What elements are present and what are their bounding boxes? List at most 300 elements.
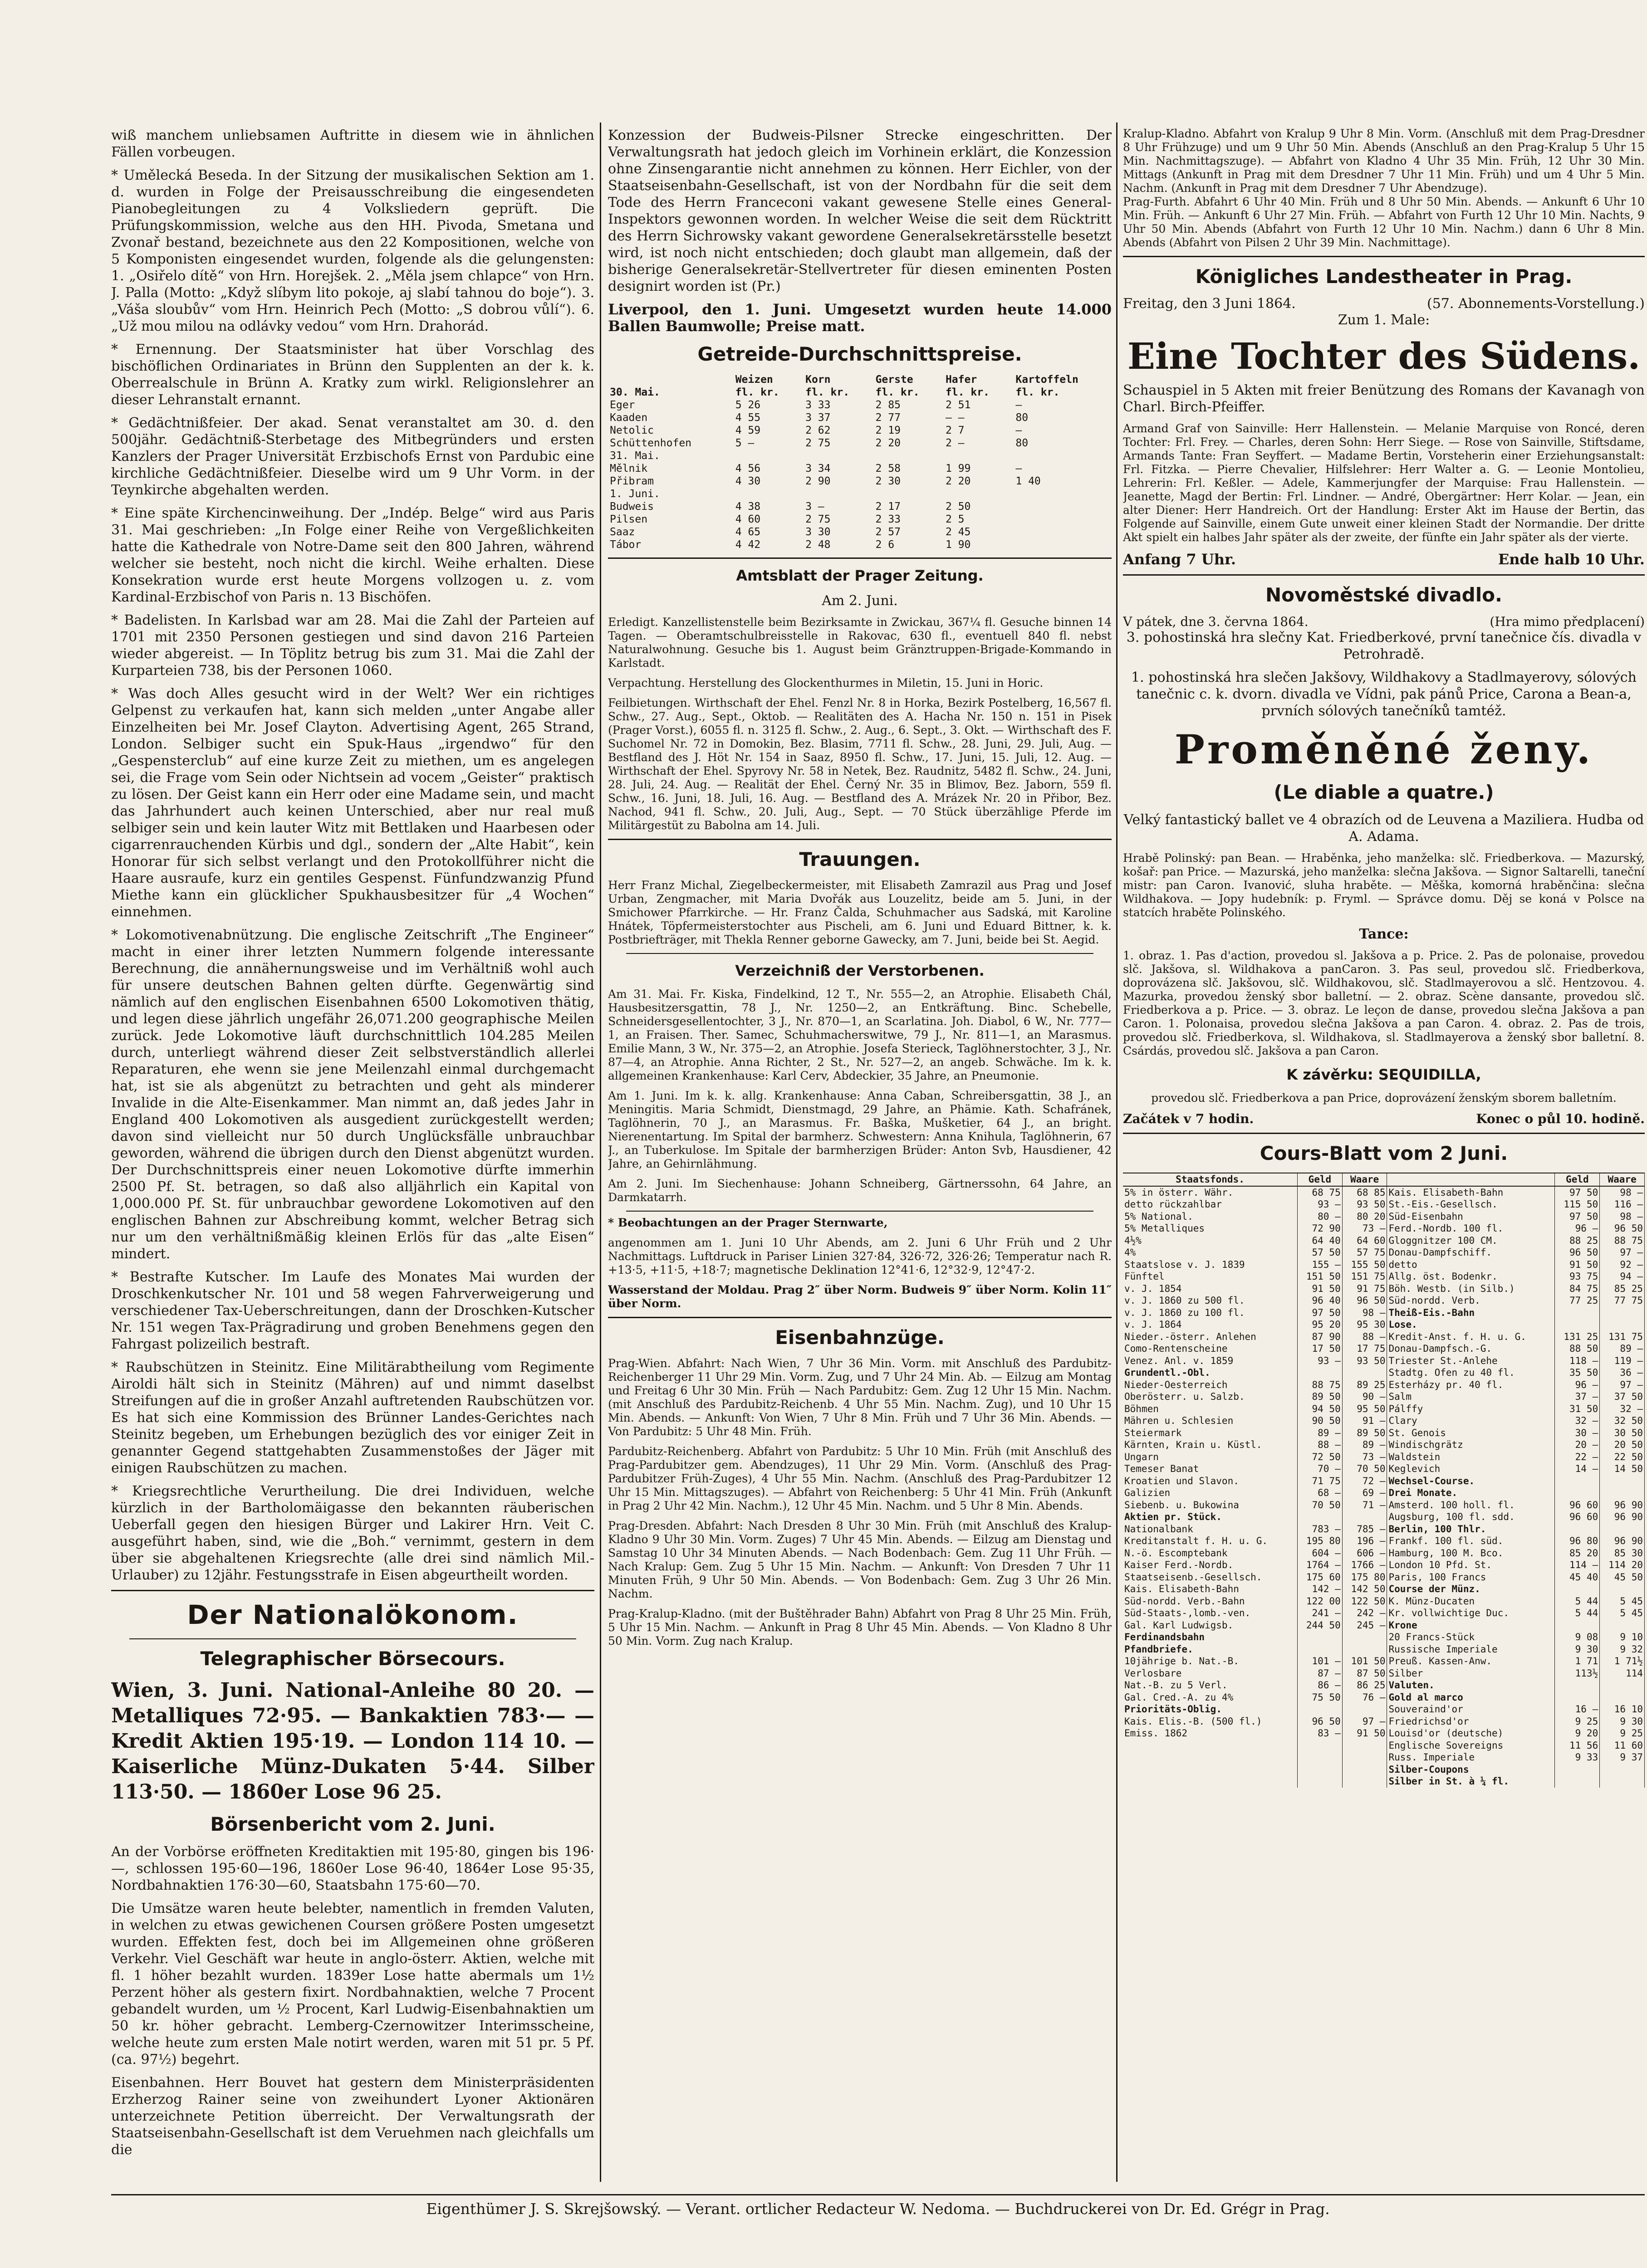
bourse-cell: 122 00 <box>1297 1595 1342 1608</box>
grain-cell: 4 55 <box>735 412 761 424</box>
bourse-cell: 14 — <box>1555 1463 1600 1475</box>
theatre-subscription: (57. Abonnements-Vorstellung.) <box>1427 296 1645 312</box>
bourse-cell: 20 50 <box>1600 1439 1645 1451</box>
bourse-cell: 142 — <box>1297 1583 1342 1595</box>
bourse-cell: 5 44 <box>1555 1595 1600 1608</box>
bourse-cell: 86 — <box>1297 1679 1342 1691</box>
bourse-cell <box>1297 1740 1342 1752</box>
bourse-cell <box>1600 1679 1645 1691</box>
grain-cell: 4 60 <box>735 513 761 525</box>
bourse-cell: 70 — <box>1297 1463 1342 1475</box>
bourse-cell: Steiermark <box>1123 1427 1297 1439</box>
bourse-cell <box>1342 1367 1387 1379</box>
bourse-cell: Kroatien und Slavon. <box>1123 1475 1297 1487</box>
bourse-cell: 785 — <box>1342 1523 1387 1535</box>
bourse-cell: Gold al marco <box>1387 1691 1555 1704</box>
column-3 <box>1123 127 1645 2182</box>
bourse-row <box>1123 1211 1645 1223</box>
railway-paragraph: Pardubitz-Reichenberg. Abfahrt von Pardubitz: 5 Uhr 10 Min. Früh (mit Anschluß des Prag-Pardubitzer gem. Abendzuges), 11 Uhr 29 Min. Vorm. (Anschluß des Prag-Pardubitzer Früh-Zuges), 4 Uhr 55 Min. Nachm. (Anschluß des Prag-Pardubitzer 12 Uhr 15 Min. Mittagszuges). — Abfahrt von Reichenberg: 5 Uhr 41 Min. Früh (Ankunft in Prag 2 Uhr 42 Min. Nachm.), 12 Uhr 45 Min. Nachm. und 5 Uhr 8 Min. Abends. <box>608 1445 1112 1512</box>
bourse-cell: 70 50 <box>1297 1499 1342 1511</box>
grain-cell: 2 77 <box>875 412 901 424</box>
bourse-cell: 96 90 <box>1600 1535 1645 1547</box>
bourse-cell: 87 — <box>1297 1667 1342 1680</box>
grain-subheader: fl. kr. <box>805 386 850 398</box>
bourse-cell: v. J. 1864 <box>1123 1319 1297 1331</box>
ballet-title: Proměněné ženy. <box>1174 726 1593 773</box>
bourse-cell: 113½ <box>1555 1667 1600 1680</box>
bourse-cell: Berlin, 100 Thlr. <box>1387 1523 1555 1535</box>
bourse-cell: 151 75 <box>1342 1271 1387 1283</box>
grain-cell: Budweis <box>610 501 654 513</box>
bourse-cell: 88 75 <box>1600 1235 1645 1247</box>
bourse-cell: 32 50 <box>1600 1415 1645 1427</box>
bourse-row <box>1123 1643 1645 1656</box>
bourse-cell: Emiss. 1862 <box>1123 1727 1297 1740</box>
bourse-row <box>1123 1619 1645 1632</box>
bourse-cell: 9 20 <box>1555 1727 1600 1740</box>
bourse-cell <box>1342 1775 1387 1788</box>
bourse-cell: 96 50 <box>1555 1246 1600 1259</box>
grain-cell: Přibram <box>610 475 654 487</box>
bourse-cell: 88 25 <box>1555 1235 1600 1247</box>
grain-cell: 2 17 <box>875 501 901 513</box>
bourse-cell: Gal. Karl Ludwigsb. <box>1123 1619 1297 1632</box>
grain-subheader: fl. kr. <box>1015 386 1060 398</box>
bourse-cell: 73 — <box>1342 1222 1387 1235</box>
bourse-cell: 20 — <box>1555 1439 1600 1451</box>
bourse-cell: 30 — <box>1555 1427 1600 1439</box>
bourse-cell: Gloggnitzer 100 CM. <box>1387 1235 1555 1247</box>
bourse-cell: Nieder.-österr. Anlehen <box>1123 1331 1297 1343</box>
divider <box>626 953 1093 954</box>
bourse-cell: 32 — <box>1600 1403 1645 1415</box>
grain-subheader: fl. kr. <box>875 386 920 398</box>
bourse-cell: 97 — <box>1342 1716 1387 1728</box>
bourse-cell: 114 — <box>1555 1559 1600 1571</box>
bourse-cell: 68 — <box>1297 1487 1342 1499</box>
bourse-row <box>1123 1571 1645 1584</box>
observatory-title: * Beobachtungen an der Prager Sternwarte, <box>608 1216 888 1229</box>
bourse-cell: 5 44 <box>1555 1607 1600 1619</box>
bourse-cell: 175 60 <box>1297 1571 1342 1584</box>
bourse-cell: 9 32 <box>1600 1643 1645 1656</box>
grain-cell: Schüttenhofen <box>610 437 692 449</box>
news-paragraph: * Lokomotivenabnützung. Die englische Zeitschrift „The Engineer“ macht in einer ihrer letzten Nummern folgende interessante Berechnung, die annähernungsweise und im Verhältniß wohl auch für unsere deutschen Bahnen gelten dürfte. Gegenwärtig sind nämlich auf den englischen Eisenbahnen 6500 Lokomotiven thätig, und legen diese jährlich ungefähr 26,071.200 geographische Meilen zurück. Jede Lokomotive läuft durchschnittlich 104.285 Meilen durch, unterliegt während dieser Zeit selbstverständlich allerlei Reparaturen, ehe wenn sie jene Meilenzahl einmal durchgemacht hat, ist sie als abgenützt zu betrachten und geht als minderer Invalide in die Alte-Eisenkammer. Man nimmt an, daß jedes Jahr in England 400 Lokomotiven als ausgedient zurückgestellt werden; davon sind vielleicht nur 50 durch Unglücksfälle unbrauchbar geworden, während die übrigen durch den Dienst abgenützt wurden. Der Durchschnittspreis einer neuen Lokomotive dürfte immerhin 2500 Pf. St. betragen, so daß also alljährlich ein Kapital von 1,000.000 Pf. St. für unbrauchbar gewordene Lokomotiven auf den englischen Bahnen zur Abschreibung kommt, welcher Betrag sich nur um den verhältnißmäßig kleinen Erlös für das „alte Eisen“ mindert. <box>111 927 594 1262</box>
news-paragraph: * Badelisten. In Karlsbad war am 28. Mai die Zahl der Parteien auf 1701 mit 2350 Personen gestiegen und sind davon 216 Parteien wieder abgereist. — In Töplitz betrug bis zum 31. Mai die Zahl der Kurparteien 738, bis der Personen 1060. <box>111 612 594 679</box>
bourse-cell: St.-Eis.-Gesellsch. <box>1387 1198 1555 1211</box>
grain-cell: 2 85 <box>875 399 901 411</box>
bourse-cell: 97 50 <box>1555 1211 1600 1223</box>
divider <box>1123 1133 1645 1134</box>
bourse-cell: 783 — <box>1297 1523 1342 1535</box>
bourse-cell: 91 75 <box>1342 1283 1387 1295</box>
bourse-cell: 114 <box>1600 1667 1645 1680</box>
bourse-cell: Staatseisenb.-Gesellsch. <box>1123 1571 1297 1584</box>
bourse-cell: 96 90 <box>1600 1511 1645 1523</box>
grain-cell: 2 48 <box>805 539 831 551</box>
marriages-title: Trauungen. <box>799 848 921 870</box>
bourse-cell: Ferd.-Nordb. 100 fl. <box>1387 1222 1555 1235</box>
railway-title: Eisenbahnzüge. <box>775 1326 945 1349</box>
grain-row <box>608 411 1112 424</box>
bourse-cell <box>1342 1703 1387 1716</box>
grain-subheader: fl. kr. <box>735 386 779 398</box>
bourse-cell: Kais. Elisabeth-Bahn <box>1123 1583 1297 1595</box>
bourse-cell: 9 10 <box>1600 1631 1645 1643</box>
bourse-cell: 9 30 <box>1600 1716 1645 1728</box>
bourse-cell: 89 50 <box>1342 1427 1387 1439</box>
bourse-cell <box>1123 1740 1297 1752</box>
bourse-cell: 91 50 <box>1297 1283 1342 1295</box>
news-paragraph: * Eine späte Kirchencinweihung. Der „Indép. Belge“ wird aus Paris 31. Mai geschrieben: „In Folge einer Reihe von Vergeßlichkeiten hatte die Kathedrale von Notre-Dame seit den 800 Jahren, während welcher sie besteht, noch nicht die kirchl. Weihe erhalten. Diese Konsekration wurde erst heute Morgens vollzogen u. z. vom Kardinal-Erzbischof von Paris n. 13 Bischöfen. <box>111 505 594 605</box>
grain-cell <box>1014 513 1112 526</box>
grain-cell: 3 37 <box>805 412 831 424</box>
bourse-cell: 84 75 <box>1555 1283 1600 1295</box>
bourse-cell: 45 50 <box>1600 1571 1645 1584</box>
bourse-cell: 72 — <box>1342 1475 1387 1487</box>
grain-cell: 4 59 <box>735 425 761 436</box>
grain-cell: 2 75 <box>805 437 831 449</box>
bourse-cell: 83 — <box>1297 1727 1342 1740</box>
grain-cell: 31. Mai. <box>610 450 660 462</box>
bourse-cell: 17 75 <box>1342 1343 1387 1355</box>
czech-guest-performance-2: 1. pohostinská hra slečen Jakšovy, Wildhakovy a Stadlmayerovy, sólových tanečnic c. k. dvorn. divadla ve Vídni, pak pánů Price, Carona a Bean-a, prvních sólových tanečníků tamtéž. <box>1131 670 1637 719</box>
bourse-row <box>1123 1499 1645 1511</box>
official-gazette-title: Amtsblatt der Prager Zeitung. <box>736 567 984 584</box>
bourse-cell: Ferdinandsbahn <box>1123 1631 1297 1643</box>
bourse-cell <box>1555 1619 1600 1632</box>
grain-cell: — <box>1015 425 1022 436</box>
bourse-cell: Venez. Anl. v. 1859 <box>1123 1355 1297 1367</box>
grain-cell: 2 58 <box>875 463 901 474</box>
grain-header: Korn <box>805 374 831 386</box>
bourse-cell: 11 56 <box>1555 1740 1600 1752</box>
bourse-cell: 91 50 <box>1555 1259 1600 1271</box>
grain-cell: 3 34 <box>805 463 831 474</box>
bourse-row <box>1123 1186 1645 1199</box>
bourse-row <box>1123 1451 1645 1463</box>
bourse-cell: 89 50 <box>1297 1391 1342 1403</box>
column-1 <box>111 127 594 2182</box>
grain-row <box>608 513 1112 526</box>
bourse-cell: Temeser Banat <box>1123 1463 1297 1475</box>
grain-prices-title: Getreide-Durchschnittspreise. <box>697 343 1022 365</box>
bourse-cell: Siebenb. u. Bukowina <box>1123 1499 1297 1511</box>
divider <box>111 1590 594 1591</box>
bourse-cell: 68 75 <box>1297 1186 1342 1199</box>
grain-table-body <box>608 399 1112 551</box>
bourse-cell: v. J. 1860 zu 500 fl. <box>1123 1295 1297 1307</box>
bourse-cell <box>1342 1764 1387 1776</box>
bourse-cell: 5% in österr. Währ. <box>1123 1186 1297 1199</box>
deaths-paragraph: Am 31. Mai. Fr. Kiska, Findelkind, 12 T., Nr. 555—2, an Atrophie. Elisabeth Chál, Hausbesitzersgattin, 78 J., Nr. 1250—2, an Entkräftung. Binc. Schebelle, Schneidersgesellentochter, 3 J., Nr. 870—1, an Scarlatina. Joh. Diabol, 6 W., Nr. 777—1, an Fraisen. Ther. Samec, Schuhmacherswitwe, 79 J., Nr. 811—1, an Marasmus. Emilie Mann, 3 W., Nr. 375—2, an Atrophie. Josefa Sterieck, Taglöhnerstochter, 3 J., Nr. 87—4, an Atrophie. Anna Richter, 2 St., Nr. 527—2, an angeb. Schwäche. Im k. k. allgemeinen Krankenhause: Karl Cerv, Abdeckier, 35 Jahre, an Pneumonie. <box>608 987 1112 1082</box>
bourse-cell: Lose. <box>1387 1319 1555 1331</box>
bourse-row <box>1123 1463 1645 1475</box>
bourse-cell: 119 — <box>1600 1355 1645 1367</box>
bourse-cell <box>1297 1643 1342 1656</box>
bourse-cell <box>1555 1764 1600 1776</box>
grain-cell <box>734 488 804 500</box>
bourse-cell: Donau-Dampfsch.-G. <box>1387 1343 1555 1355</box>
bourse-cell: 115 50 <box>1555 1198 1600 1211</box>
bourse-cell: 14 50 <box>1600 1463 1645 1475</box>
bourse-cell: 1764 — <box>1297 1559 1342 1571</box>
bourse-row <box>1123 1679 1645 1691</box>
bourse-cell: Esterházy pr. 40 fl. <box>1387 1379 1555 1391</box>
bourse-cell: 131 25 <box>1555 1331 1600 1343</box>
bourse-cell: 96 80 <box>1555 1535 1600 1547</box>
bourse-cell: London 10 Pfd. St. <box>1387 1559 1555 1571</box>
bourse-cell <box>1297 1367 1342 1379</box>
bourse-row <box>1123 1246 1645 1259</box>
grain-cell <box>1014 500 1112 513</box>
grain-cell: 4 42 <box>735 539 761 551</box>
grain-cell: 3 — <box>805 501 824 513</box>
bourse-cell: 90 50 <box>1297 1415 1342 1427</box>
grain-cell: 2 20 <box>875 437 901 449</box>
bourse-cell: 90 — <box>1342 1391 1387 1403</box>
grain-row <box>608 450 1112 462</box>
bourse-table <box>1123 1173 1645 1788</box>
bourse-cell: Pálffy <box>1387 1403 1555 1415</box>
grain-cell: 5 26 <box>735 399 761 411</box>
section-title: Der Nationalökonom. <box>187 1599 519 1630</box>
grain-cell <box>944 450 1014 462</box>
bourse-cell: v. J. 1854 <box>1123 1283 1297 1295</box>
bourse-cell: Silber <box>1387 1667 1555 1680</box>
telegraph-title: Telegraphischer Börsecours. <box>200 1647 505 1670</box>
grain-cell: 1 40 <box>1015 475 1041 487</box>
bourse-cell: 5% National. <box>1123 1211 1297 1223</box>
bourse-cell: 17 50 <box>1297 1343 1342 1355</box>
notice-paragraph: Erledigt. Kanzellistenstelle beim Bezirksamte in Zwickau, 367¼ fl. Gesuche binnen 14 Tagen. — Oberamtschulbreisstelle in Rakovac, 630 fl., eventuell 840 fl. nebst Naturalwohnung. Gesuche bis 1. August beim Gränztruppen-Brigade-Kommando in Karlstadt. <box>608 616 1112 670</box>
grain-row <box>608 526 1112 538</box>
bourse-cell: N.-ö. Escomptebank <box>1123 1547 1297 1559</box>
deaths-title: Verzeichniß der Verstorbenen. <box>735 962 985 979</box>
bourse-cell: Course der Münz. <box>1387 1583 1555 1595</box>
news-paragraph: * Kriegsrechtliche Verurtheilung. Die drei Individuen, welche kürzlich in der Bartholomäigasse den bekannten räuberischen Ueberfall gegen den hiesigen Bürger und Lakirer Hrn. Veit C. ausgeführt haben, sind, wie die „Boh.“ vernimmt, gestern in dem über sie abgehaltenen Kriegsrechte (alle drei sind nämlich Mil.-Urlauber) zu 12jähr. Festungsstrafe in Eisen abgeurtheilt worden. <box>111 1483 594 1583</box>
bourse-cell: 96 40 <box>1297 1295 1342 1307</box>
bourse-cell <box>1297 1511 1342 1523</box>
bourse-row <box>1123 1198 1645 1211</box>
grain-row <box>608 399 1112 411</box>
bourse-cell: Louisd'or (deutsche) <box>1387 1727 1555 1740</box>
news-paragraph: * Gedächtnißfeier. Der akad. Senat veranstaltet am 30. d. den 500jähr. Gedächtniß-Sterbetage des Mitbegründers und ersten Kanzlers der Prager Universität Erzbischofs Ernst von Pardubic eine kirchliche Gedächtnißfeier. Dieselbe wird um 9 Uhr Vorm. in der Teynkirche abgehalten werden. <box>111 415 594 498</box>
bourse-cell <box>1555 1583 1600 1595</box>
news-paragraphs <box>111 127 594 1584</box>
bourse-cell: Gal. Cred.-A. zu 4% <box>1123 1691 1297 1704</box>
bourse-header: Staatsfonds. <box>1123 1173 1297 1186</box>
czech-end-time: Konec o půl 10. hodině. <box>1476 1111 1645 1126</box>
grain-cell: Mělnik <box>610 463 648 474</box>
grain-row <box>608 538 1112 551</box>
bourse-cell: 131 75 <box>1600 1331 1645 1343</box>
grain-cell: 4 56 <box>735 463 761 474</box>
column-rule-2 <box>1116 122 1118 2182</box>
bourse-row <box>1123 1547 1645 1559</box>
bourse-cell: 70 50 <box>1342 1463 1387 1475</box>
theatre-dateline <box>1123 296 1645 312</box>
bourse-cell <box>1297 1631 1342 1643</box>
bourse-cell: Englische Sovereigns <box>1387 1740 1555 1752</box>
bourse-cell: Valuten. <box>1387 1679 1555 1691</box>
bourse-cell: 96 60 <box>1555 1511 1600 1523</box>
news-paragraph: * Bestrafte Kutscher. Im Laufe des Monates Mai wurden der Droschkenkutscher Nr. 101 und 58 wegen Fahrverweigerung und verschiedener Tax-Ueberschreitungen, dann der Droschken-Kutscher Nr. 151 wegen Tax-Prägradirung und groben Benehmens gegen den Fahrgast polizeilich bestraft. <box>111 1269 594 1352</box>
czech-start-time: Začátek v 7 hodin. <box>1123 1111 1254 1126</box>
bourse-cell: Preuß. Kassen-Anw. <box>1387 1655 1555 1667</box>
bourse-row <box>1123 1475 1645 1487</box>
bourse-row <box>1123 1343 1645 1355</box>
grain-cell: Tábor <box>610 539 642 551</box>
finale-heading: K závěrku: SEQUIDILLA, <box>1286 1066 1481 1083</box>
bourse-row <box>1123 1235 1645 1247</box>
bourse-cell: Prioritäts-Oblig. <box>1123 1703 1297 1716</box>
bourse-cell: Silber-Coupons <box>1387 1764 1555 1776</box>
bourse-cell: 97 — <box>1600 1246 1645 1259</box>
bourse-cell: 31 50 <box>1555 1403 1600 1415</box>
bourse-row <box>1123 1655 1645 1667</box>
grain-header: Hafer <box>945 374 977 386</box>
news-paragraph: Konzession der Budweis-Pilsner Strecke eingeschritten. Der Verwaltungsrath hat jedoch gleich im Vorhinein erklärt, die Konzession ohne Zinsengarantie nicht annehmen zu können. Herr Eichler, von der Staatseisenbahn-Gesellschaft, ist von der Nordbahn für die seit dem Tode des Herrn Franceconi vakant gewesene Stelle eines General-Inspektors gewonnen worden. In welcher Weise die seit dem Rücktritt des Herrn Sichrowsky vakant gewordene Generalsekretärsstelle besetzt wird, ist noch nicht entschieden; doch glaubt man allgemein, daß der bisherige Generalsekretär-Stellvertreter für diesen eminenten Posten designirt worden ist (Pr.) <box>608 127 1112 294</box>
bourse-cell: 91 50 <box>1342 1727 1387 1740</box>
bourse-cell: 37 — <box>1555 1391 1600 1403</box>
czech-theatre-date: V pátek, dne 3. června 1864. <box>1123 614 1309 629</box>
news-paragraph: * Was doch Alles gesucht wird in der Welt? Wer ein richtiges Gelpenst zu verkaufen hat, kann sich melden „unter Angabe aller Einzelheiten bei Mr. Josef Clayton. Advertising Agent, 265 Strand, London. Selbiger sucht ein Spuk-Haus „irgendwo“ für den „Gespensterclub“ auf eine kurze Zeit zu miethen, um es angelegen sei, die Frage vom Sein oder Nichtsein ad vocem „Geister“ praktisch zu lösen. Der Geist kann ein Herr oder eine Madame sein, und macht das Jahrhundert auch keinen Unterschied, aber nur real muß selbiger sein und kein lauter Witz mit Bettlaken und Haarbesen oder cigarrenrauchenden Kürbis und dgl., sondern der „Alte Habit“, kein Honorar für sich selbst verlangt und den Protokollführer nicht die Haare ausraufe, kurz ein gentiles Gespenst. Fünfundzwanzig Pfund Miethe kann ein glücklicher Spukhausbesitzer für „4 Wochen“ einnehmen. <box>111 686 594 920</box>
bourse-cell: 71 75 <box>1297 1475 1342 1487</box>
bourse-cell: 80 — <box>1297 1211 1342 1223</box>
bourse-header <box>1387 1173 1555 1186</box>
bourse-cell: 96 50 <box>1342 1295 1387 1307</box>
theatre-premiere-note: Zum 1. Male: <box>1338 312 1430 328</box>
news-paragraph: wiß manchem unliebsamen Auftritte in diesem wie in ähnlichen Fällen vorbeugen. <box>111 127 594 160</box>
grain-cell <box>804 488 873 500</box>
bourse-cell: Galizien <box>1123 1487 1297 1499</box>
bourse-cell: 64 40 <box>1297 1235 1342 1247</box>
bourse-cell: 69 — <box>1342 1487 1387 1499</box>
bourse-cell: 1766 — <box>1342 1559 1387 1571</box>
grain-cell: 2 75 <box>805 513 831 525</box>
bourse-row <box>1123 1691 1645 1704</box>
bourse-cell: 155 — <box>1297 1259 1342 1271</box>
play-cast: Armand Graf von Sainville: Herr Hallenstein. — Melanie Marquise von Roncé, deren Tochter: Frl. Frey. — Charles, deren Sohn: Herr Siege. — Rose von Sainville, Stiftsdame, Armands Tante: Fran Seyffert. — Madame Bertin, Vorsteherin einer Erziehungsanstalt: Frl. Fitzka. — Pierre Chevalier, Hilfslehrer: Herr Walter a. G. — Leonie Montolieu, Lehrerin: Frl. Keßler. — Adele, Kammerjungfer der Marquise: Frau Hallenstein. — Jeanette, Magd der Bertin: Frl. Lindner. — André, Obergärtner: Herr Kolar. — Jean, ein alter Diener: Herr Handreich. Ort der Handlung: Erster Akt im Hause der Bertin, das Folgende auf Sainville, einem Gute unweit einer kleinen Stadt der Normandie. Der dritte Akt spielt ein halbes Jahr später als der zweite, der fünfte ein Jahr später als der vierte. <box>1123 422 1645 544</box>
bourse-cell: 64 60 <box>1342 1235 1387 1247</box>
bourse-cell: 114 20 <box>1600 1559 1645 1571</box>
grain-row <box>608 437 1112 450</box>
bourse-cell: 95 30 <box>1342 1319 1387 1331</box>
bourse-cell: 93 50 <box>1342 1355 1387 1367</box>
bourse-row <box>1123 1523 1645 1535</box>
theatre-heading: Königliches Landestheater in Prag. <box>1195 265 1573 288</box>
bourse-cell <box>1123 1775 1297 1788</box>
grain-cell <box>1014 488 1112 500</box>
grain-cell <box>1014 538 1112 551</box>
grain-row <box>608 500 1112 513</box>
bourse-cell: Amsterd. 100 holl. fl. <box>1387 1499 1555 1511</box>
column-2 <box>608 127 1112 2182</box>
bourse-cell: Waldstein <box>1387 1451 1555 1463</box>
bourse-cell: Staatslose v. J. 1839 <box>1123 1259 1297 1271</box>
grain-cell: 2 5 <box>945 513 965 525</box>
bourse-cell: 20 Francs-Stück <box>1387 1631 1555 1643</box>
bourse-row <box>1123 1427 1645 1439</box>
bourse-cell: Russische Imperiale <box>1387 1643 1555 1656</box>
bourse-row <box>1123 1259 1645 1271</box>
bourse-cell: 5% Metalliques <box>1123 1222 1297 1235</box>
bourse-row <box>1123 1607 1645 1619</box>
divider <box>608 557 1112 559</box>
bourse-row <box>1123 1703 1645 1716</box>
news-paragraph: * Ernennung. Der Staatsminister hat über Vorschlag des bischöflichen Ordinariates in Brünn den Supplenten an der k. k. Oberrealschule in Brünn A. Kratky zum wirkl. Religionslehrer an dieser Lehranstalt ernannt. <box>111 342 594 408</box>
bourse-cell: Clary <box>1387 1415 1555 1427</box>
railway-paragraph: Prag-Wien. Abfahrt: Nach Wien, 7 Uhr 36 Min. Vorm. mit Anschluß des Pardubitz-Reichenberger 11 Uhr 29 Min. Vorm. Zug, und 7 Uhr 24 Min. Ab. — Eilzug am Montag und Freitag 6 Uhr 30 Min. Früh — Nach Pardubitz: Gem. Zug 12 Uhr 15 Min. Nachm. (mit Anschluß des Pardubitz-Reichenb. 4 Uhr 55 Min. Nachm. Zug), und 10 Uhr 15 Min. Abends. — Ankunft: Von Wien, 7 Uhr 8 Min. Früh und 7 Uhr 36 Min. Abends. — Von Pardubitz: 5 Uhr 48 Min. Früh. <box>608 1357 1112 1438</box>
grain-cell: 1 90 <box>945 539 971 551</box>
bourse-cell <box>1600 1764 1645 1776</box>
bourse-cell: 45 40 <box>1555 1571 1600 1584</box>
divider <box>129 1638 576 1639</box>
grain-cell: 2 20 <box>945 475 971 487</box>
grain-cell: — <box>1015 463 1022 474</box>
bourse-row <box>1123 1355 1645 1367</box>
bourse-cell: 89 — <box>1600 1343 1645 1355</box>
bourse-row <box>1123 1667 1645 1680</box>
bourse-cell: 89 25 <box>1342 1379 1387 1391</box>
bourse-cell: 96 — <box>1555 1379 1600 1391</box>
bourse-row <box>1123 1775 1645 1788</box>
bourse-cell: 80 20 <box>1342 1211 1387 1223</box>
bourse-cell <box>1555 1307 1600 1319</box>
deaths-paragraph: Am 1. Juni. Im k. k. allg. Krankenhause: Anna Caban, Schreibersgattin, 38 J., an Meningitis. Maria Schmidt, Dienstmagd, 29 Jahre, an Phämie. Kath. Schafránek, Taglöhnerin, 70 J., an Marasmus. Fr. Baška, Mušketier, 64 J., an bright. Nierenentartung. Im Spital der barmherz. Schwestern: Anna Knihula, Taglöhnerin, 67 J., an Tuberkulose. Im Spitale der barmherzigen Brüder: Anton Svb, Hausdiener, 42 Jahre, an Gehirnlähmung. <box>608 1089 1112 1170</box>
bourse-cell: 155 50 <box>1342 1259 1387 1271</box>
bourse-cell: Friedrichsd'or <box>1387 1716 1555 1728</box>
bourse-cell: Nat.-B. zu 5 Verl. <box>1123 1679 1297 1691</box>
grain-cell: 2 45 <box>945 526 971 538</box>
grain-cell: 5 — <box>735 437 755 449</box>
bourse-cell: 93 75 <box>1555 1271 1600 1283</box>
bourse-cell: 92 — <box>1600 1259 1645 1271</box>
bourse-cell <box>1600 1523 1645 1535</box>
bourse-cell <box>1600 1619 1645 1632</box>
bourse-cell: Russ. Imperiale <box>1387 1751 1555 1764</box>
bourse-cell: 9 37 <box>1600 1751 1645 1764</box>
bourse-cell: Süd-Staats-,lomb.-ven. <box>1123 1607 1297 1619</box>
bourse-row <box>1123 1511 1645 1523</box>
bourse-cell: 73 — <box>1342 1451 1387 1463</box>
grain-header: Gerste <box>875 374 913 386</box>
grain-cell: 2 51 <box>945 399 971 411</box>
ballet-description: Velký fantastický ballet ve 4 obrazích od de Leuvena a Maziliera. Hudba od A. Adama. <box>1123 812 1644 845</box>
grain-cell: — — <box>945 412 965 424</box>
bourse-row <box>1123 1403 1645 1415</box>
bourse-cell: 87 50 <box>1342 1667 1387 1680</box>
bourse-row <box>1123 1367 1645 1379</box>
bourse-cell: Aktien pr. Stück. <box>1123 1511 1297 1523</box>
bourse-row <box>1123 1271 1645 1283</box>
bourse-row <box>1123 1716 1645 1728</box>
bourse-cell <box>1123 1764 1297 1776</box>
bourse-cell: Triester St.-Anlehe <box>1387 1355 1555 1367</box>
bourse-row <box>1123 1307 1645 1319</box>
bourse-cell: Keglevich <box>1387 1463 1555 1475</box>
bourse-row <box>1123 1222 1645 1235</box>
grain-header: Weizen <box>735 374 773 386</box>
bourse-cell <box>1123 1751 1297 1764</box>
bourse-cell: 10jährige b. Nat.-B. <box>1123 1655 1297 1667</box>
grain-row <box>608 462 1112 475</box>
bourse-cell: Süd-nordd. Verb. <box>1387 1295 1555 1307</box>
ballet-subtitle: (Le diable a quatre.) <box>1274 781 1494 803</box>
bourse-cell: Donau-Dampfschiff. <box>1387 1246 1555 1259</box>
grain-cell <box>1014 526 1112 538</box>
